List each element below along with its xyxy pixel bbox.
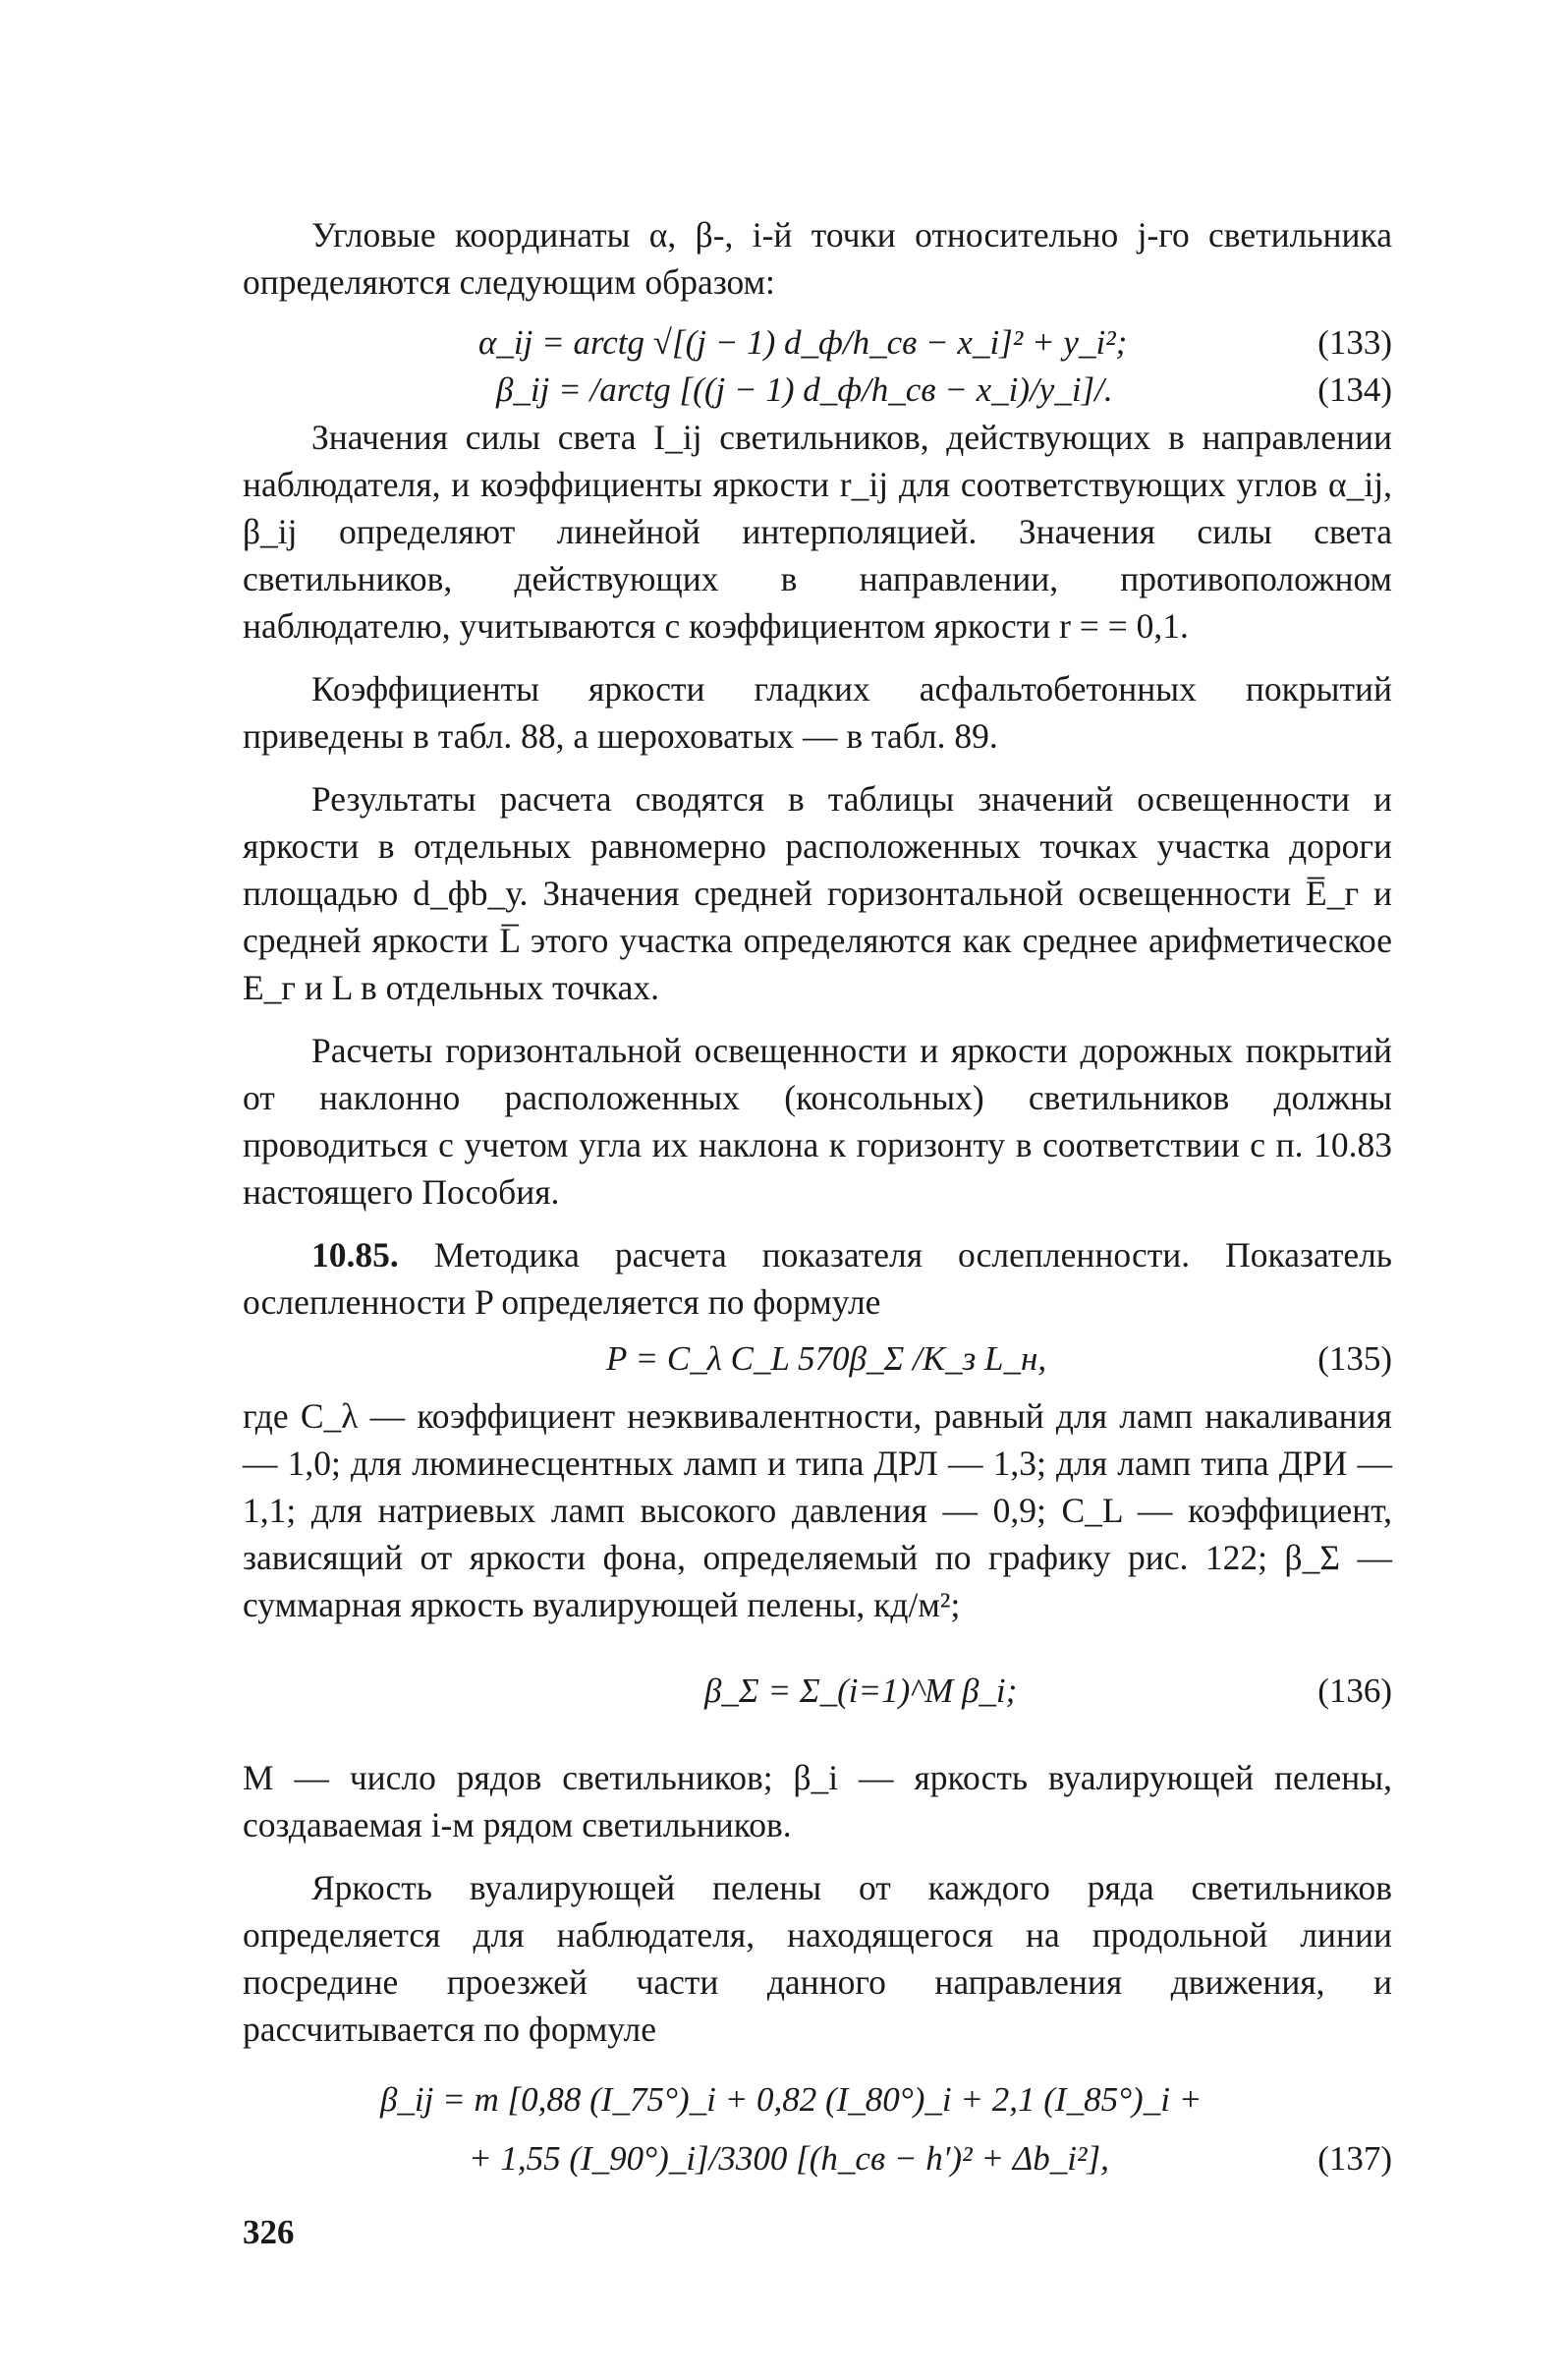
formula-135-number: (135): [1317, 1339, 1392, 1378]
paragraph-veiling-brightness: Яркость вуалирующей пелены от каждого ряда светильников определяется для наблюдателя, находящегося на продольной линии посредине проезжей части данного направления движения, и рассчитывается по формуле: [243, 1868, 1392, 2049]
page-number: 326: [243, 2213, 295, 2251]
paragraph-where-definitions: где C_λ — коэффициент неэквивалентности, равный для ламп накаливания — 1,0; для люминесцентных ламп и типа ДРЛ — 1,3; для ламп типа ДРИ — 1,1; для натриевых ламп высокого давления — 0,9; C_L — коэффициент, зависящий от яркости фона, определяемый по графику рис. 122; β_Σ — суммарная яркость вуалирующей пелены, кд/м²;: [243, 1396, 1392, 1624]
formula-134-number: (134): [1317, 370, 1392, 409]
paragraph-angular-coordinates: Угловые координаты α, β-, i-й точки относительно j-го светильника определяются следующим образом:: [243, 215, 1392, 302]
formula-134-expr: β_ij = /arctg [((j − 1) d_ф/h_св − x_i)/y_i]/.: [496, 370, 1113, 409]
formula-136-expr: β_Σ = Σ_(i=1)^M β_i;: [704, 1672, 1018, 1710]
formula-137-expr-line1: β_ij = m [0,88 (I_75°)_i + 0,82 (I_80°)_i + 2,1 (I_85°)_i +: [380, 2080, 1203, 2119]
text-column: [243, 211, 1392, 2194]
section-text: Методика расчета показателя ослепленности. Показатель ослепленности P определяется по формуле: [243, 1235, 1392, 1322]
formula-133: [243, 319, 1392, 367]
formula-137-expr-line2: + 1,55 (I_90°)_i]/3300 [(h_св − h′)² + Δb_i²],: [469, 2139, 1109, 2178]
paragraph-glare-method: [243, 1231, 1392, 1326]
formula-137-number: (137): [1317, 2139, 1392, 2178]
formula-135-expr: P = C_λ C_L 570β_Σ /K_з L_н,: [606, 1339, 1047, 1378]
formula-133-expr: α_ij = arctg √[(j − 1) d_ф/h_св − x_i]² + y_i²;: [478, 323, 1128, 362]
formula-137-line1: [243, 2076, 1392, 2135]
paragraph-luminous-intensity: Значения силы света I_ij светильников, действующих в направлении наблюдателя, и коэффициенты яркости r_ij для соответствующих углов α_ij, β_ij определяют линейной интерполяцией. Значения силы света светильников, действующих в направлении, противоположном наблюдателю, учитываются с коэффициентом яркости r = = 0,1.: [243, 418, 1392, 646]
formula-136: [243, 1668, 1392, 1727]
paragraph-inclined-luminaires: Расчеты горизонтальной освещенности и яркости дорожных покрытий от наклонно расположенных (консольных) светильников должны проводиться с учетом угла их наклона к горизонту в соответствии с п. 10.83 настоящего Пособия.: [243, 1031, 1392, 1212]
formula-137-line2: [243, 2135, 1392, 2194]
formula-134: [243, 367, 1392, 414]
formula-136-number: (136): [1317, 1672, 1392, 1710]
formula-133-number: (133): [1317, 323, 1392, 362]
formula-135: [243, 1335, 1392, 1383]
paragraph-brightness-coefficients: Коэффициенты яркости гладких асфальтобетонных покрытий приведены в табл. 88, а шероховатых — в табл. 89.: [243, 669, 1392, 756]
paragraph-rows-count: M — число рядов светильников; β_i — яркость вуалирующей пелены, создаваемая i-м рядом светильников.: [243, 1758, 1392, 1844]
section-number: 10.85.: [311, 1235, 399, 1275]
paragraph-calculation-results: Результаты расчета сводятся в таблицы значений освещенности и яркости в отдельных равномерно расположенных точках участка дороги площадью d_фb_у. Значения средней горизонтальной освещенности E̅_г и средней яркости L̅ этого участка определяются как среднее арифметическое E_г и L в отдельных точках.: [243, 779, 1392, 1007]
